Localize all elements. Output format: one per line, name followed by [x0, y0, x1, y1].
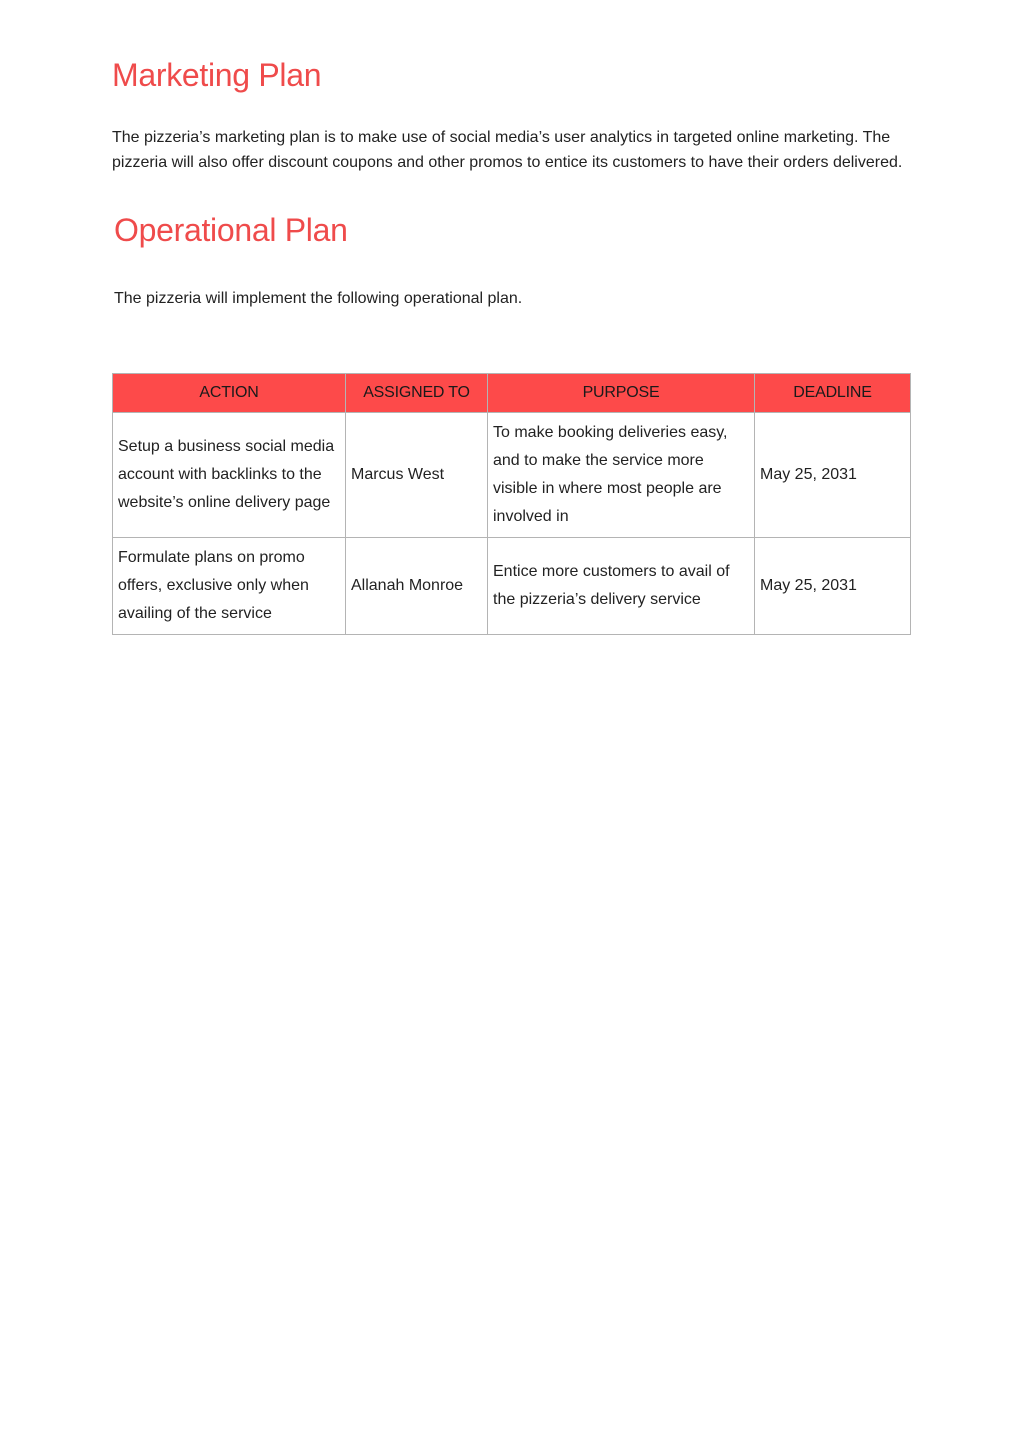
- cell-purpose: Entice more customers to avail of the pizzeria’s delivery service: [488, 538, 755, 635]
- cell-action: Formulate plans on promo offers, exclusive only when availing of the service: [113, 538, 346, 635]
- cell-action: Setup a business social media account with backlinks to the website’s online delivery page: [113, 413, 346, 538]
- cell-deadline: May 25, 2031: [755, 413, 911, 538]
- table-row: [113, 538, 911, 635]
- operational-plan-heading: Operational Plan: [114, 212, 348, 248]
- column-header-assigned-to: ASSIGNED TO: [346, 374, 488, 413]
- cell-purpose: To make booking deliveries easy, and to make the service more visible in where most people are involved in: [488, 413, 755, 538]
- column-header-action: ACTION: [113, 374, 346, 413]
- table-header-row: [113, 374, 911, 413]
- column-header-purpose: PURPOSE: [488, 374, 755, 413]
- cell-assigned-to: Allanah Monroe: [346, 538, 488, 635]
- table-row: [113, 413, 911, 538]
- cell-deadline: May 25, 2031: [755, 538, 911, 635]
- marketing-plan-heading: Marketing Plan: [112, 57, 322, 93]
- operational-plan-intro: The pizzeria will implement the following operational plan.: [114, 290, 523, 307]
- column-header-deadline: DEADLINE: [755, 374, 911, 413]
- operational-plan-table: [112, 373, 911, 635]
- cell-assigned-to: Marcus West: [346, 413, 488, 538]
- marketing-plan-paragraph: The pizzeria’s marketing plan is to make use of social media’s user analytics in targeted online marketing. The pizzeria will also offer discount coupons and other promos to entice its customers to have their orders delivered.: [112, 129, 903, 171]
